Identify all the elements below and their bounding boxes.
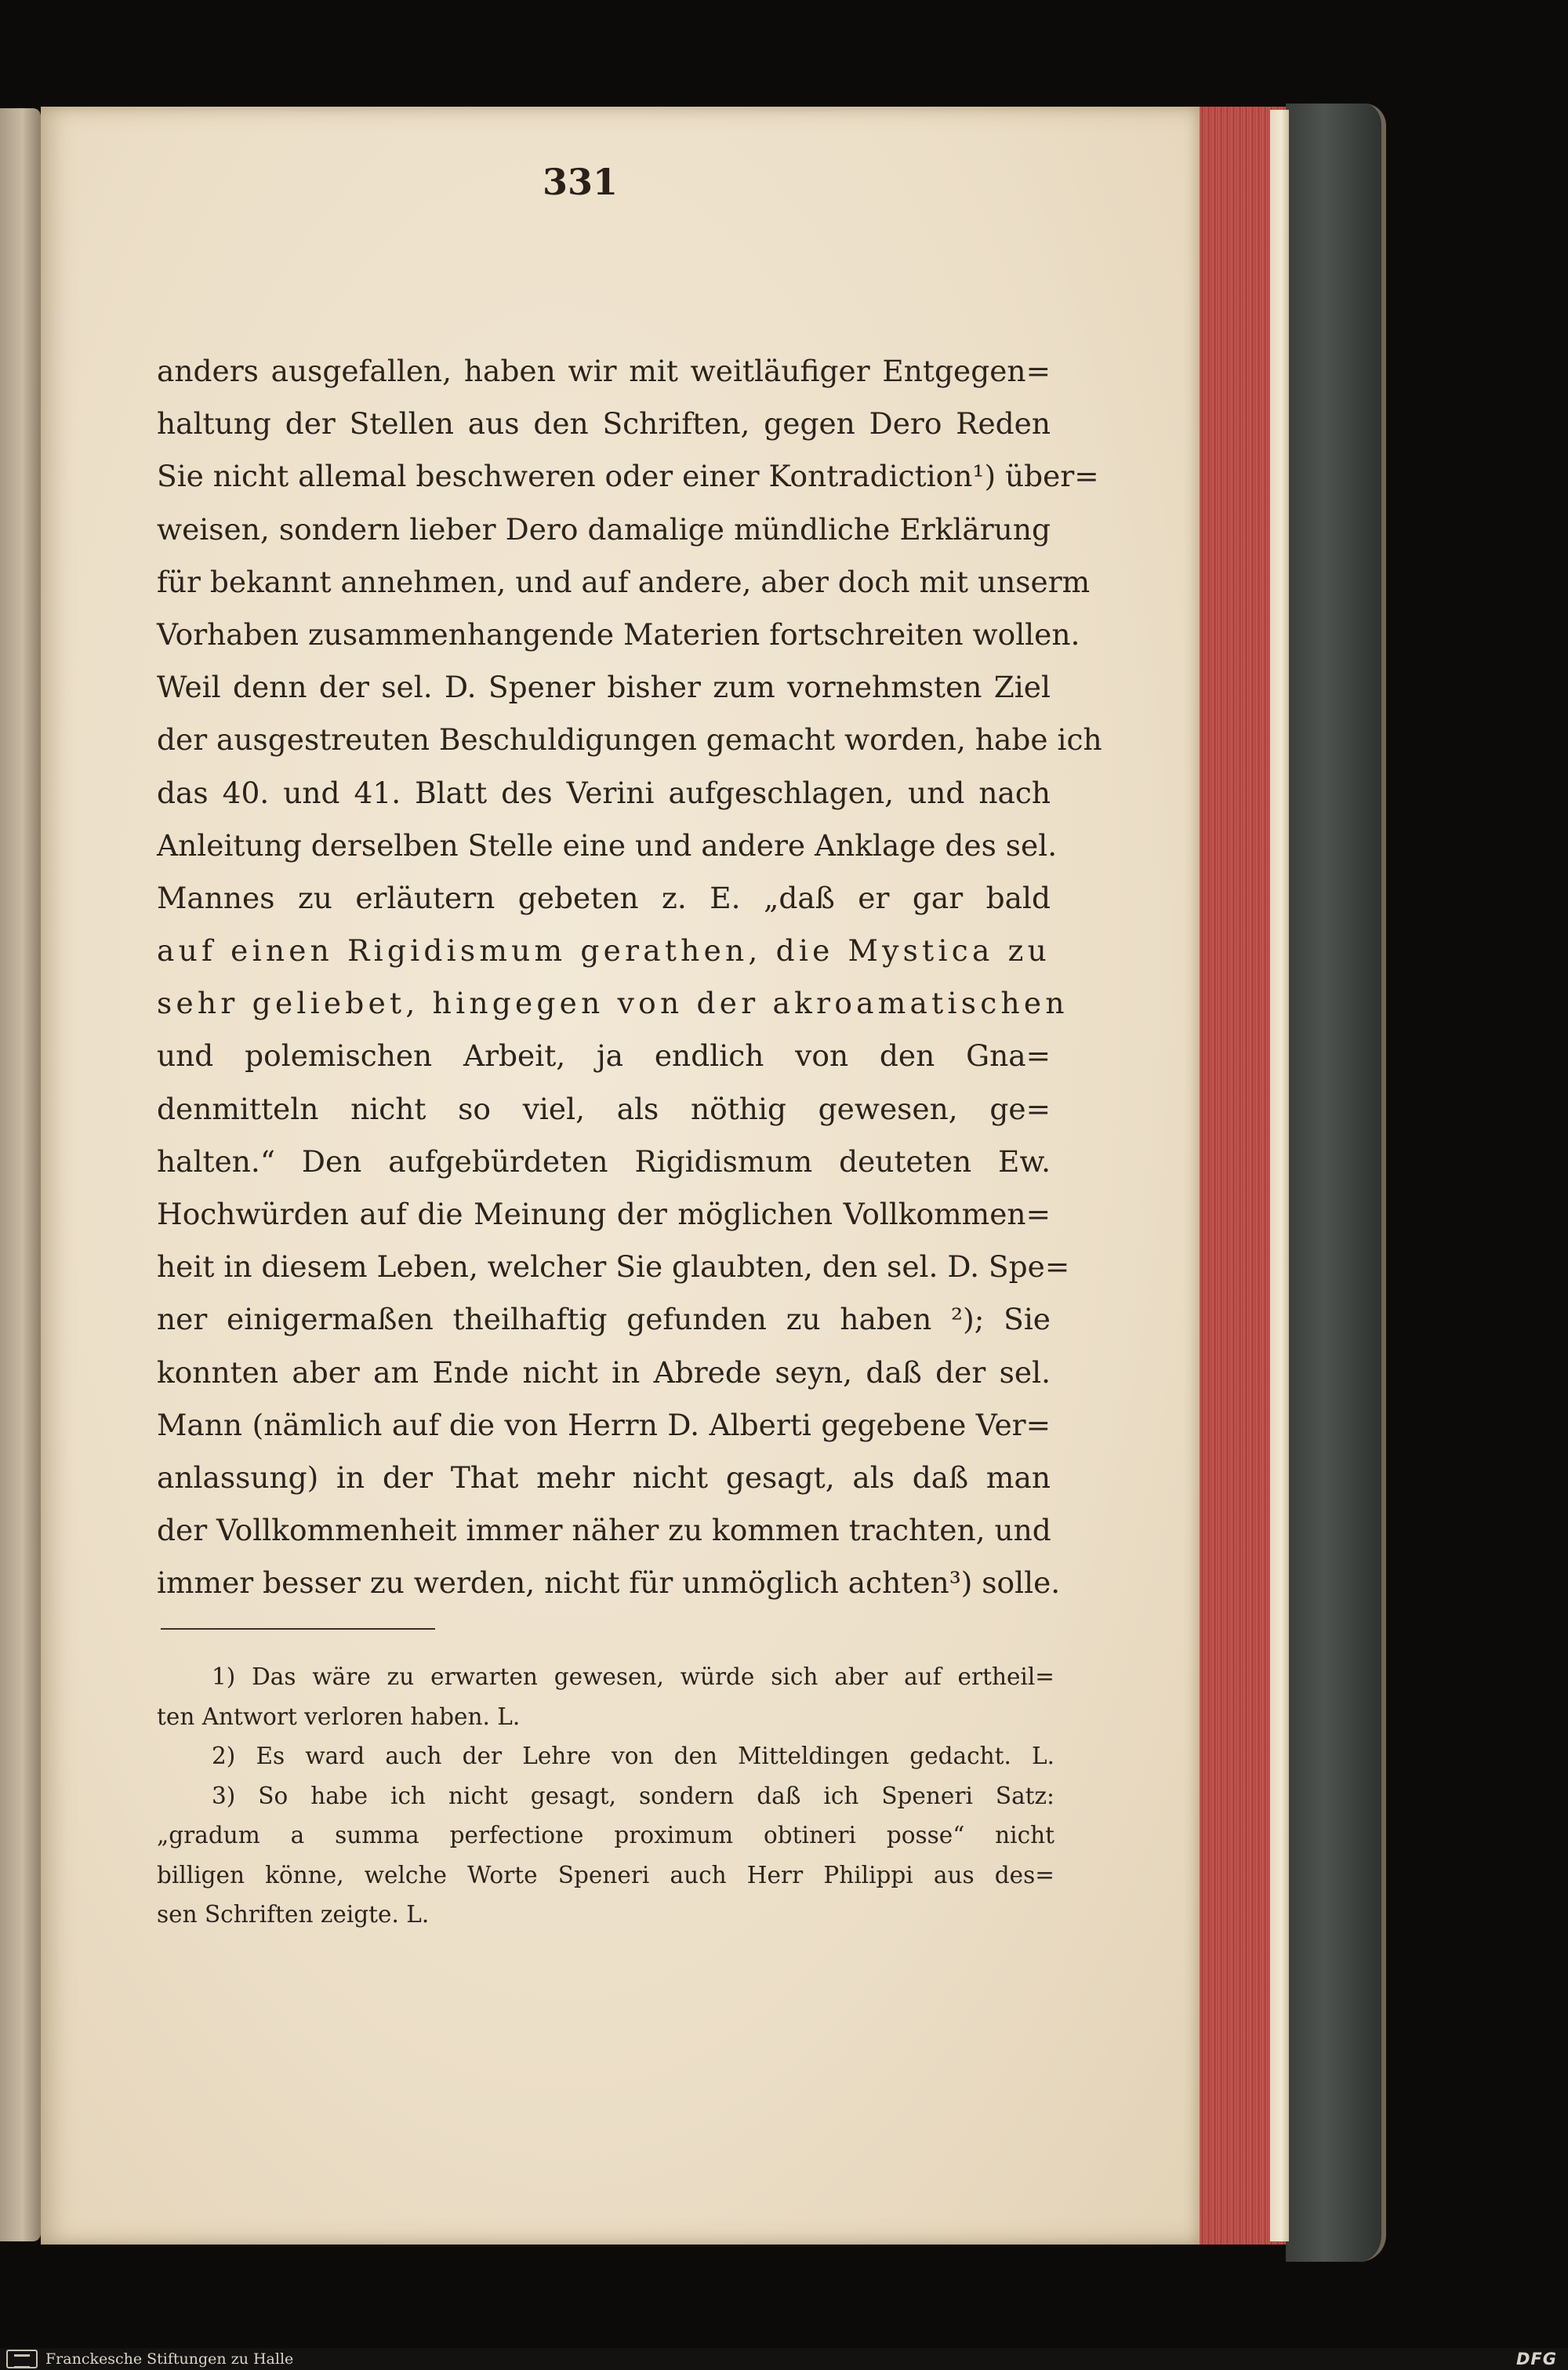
footnotes (157, 1657, 1054, 1935)
text-line: haltung der Stellen aus den Schriften, gegen Dero Reden (157, 406, 1051, 442)
text-line-spaced: und polemischen Arbeit, ja endlich von den Gna= (157, 1038, 1051, 1074)
page-number: 331 (542, 161, 619, 203)
text-line-spaced: sehr geliebet, hingegen von der akroamatischen (157, 986, 1069, 1021)
footnote-line: 1) Das wäre zu erwarten gewesen, würde sich aber auf ertheil= (212, 1663, 1054, 1690)
body-text (157, 345, 1102, 1610)
text-line: Mann (nämlich auf die von Herrn D. Alberti gegebene Ver= (157, 1407, 1051, 1442)
text-line-spaced: auf einen Rigidismum gerathen, die Mystica zu (157, 933, 1051, 969)
institution-logo-icon (6, 2350, 38, 2368)
text-line: für bekannt annehmen, und auf andere, aber doch mit unserm (157, 564, 1091, 599)
text-line: ner einigermaßen theilhaftig gefunden zu haben ²); Sie (157, 1302, 1051, 1337)
text-line: Mannes zu erläutern gebeten z. E. „daß er gar bald (157, 880, 1051, 915)
page-edge-highlight (1270, 110, 1289, 2241)
text-line: der Vollkommenheit immer näher zu kommen trachten, und (157, 1513, 1051, 1548)
text-line: heit in diesem Leben, welcher Sie glaubten, den sel. D. Spe= (157, 1249, 1070, 1285)
book-cover-spine (1286, 104, 1386, 2262)
text-line: anders ausgefallen, haben wir mit weitläufiger Entgegen= (157, 354, 1051, 388)
text-line: Vorhaben zusammenhangende Materien fortschreiten wollen. (157, 616, 1080, 652)
text-line: weisen, sondern lieber Dero damalige mündliche Erklärung (157, 511, 1051, 547)
institution-name: Franckesche Stiftungen zu Halle (45, 2350, 294, 2368)
text-line: halten.“ Den aufgebürdeten Rigidismum deuteten Ew. (157, 1143, 1051, 1179)
footnote-rule (161, 1628, 435, 1630)
text-line-spaced: denmitteln nicht so viel, als nöthig gewesen, ge= (157, 1091, 1051, 1126)
left-page-edge (0, 108, 41, 2241)
footnote-line: billigen könne, welche Worte Speneri auch Herr Philippi aus des= (157, 1861, 1054, 1888)
footnote-line: 2) Es ward auch der Lehre von den Mitteldingen gedacht. L. (212, 1743, 1054, 1769)
footnote-line: sen Schriften zeigte. L. (157, 1901, 430, 1928)
text-line: Hochwürden auf die Meinung der möglichen Vollkommen= (157, 1197, 1051, 1231)
text-line: konnten aber am Ende nicht in Abrede seyn, daß der sel. (157, 1354, 1051, 1390)
text-line: anlassung) in der That mehr nicht gesagt, als daß man (157, 1459, 1051, 1495)
text-line: immer besser zu werden, nicht für unmöglich achten³) solle. (157, 1565, 1061, 1601)
footnote-line: 3) So habe ich nicht gesagt, sondern daß ich Speneri Satz: (212, 1782, 1054, 1809)
text-line: Anleitung derselben Stelle eine und andere Anklage des sel. (157, 827, 1058, 863)
text-line: das 40. und 41. Blatt des Verini aufgeschlagen, und nach (157, 775, 1051, 810)
footnote-line: ten Antwort verloren haben. L. (157, 1703, 521, 1730)
text-line: der ausgestreuten Beschuldigungen gemacht worden, habe ich (157, 722, 1102, 758)
text-line: Weil denn der sel. D. Spener bisher zum vornehmsten Ziel (157, 670, 1051, 705)
footnote-line: „gradum a summa perfectione proximum obtineri posse“ nicht (157, 1822, 1054, 1848)
text-line: Sie nicht allemal beschweren oder einer Kontradiction¹) über= (157, 459, 1099, 494)
dfg-logo: DFG (1515, 2350, 1557, 2368)
